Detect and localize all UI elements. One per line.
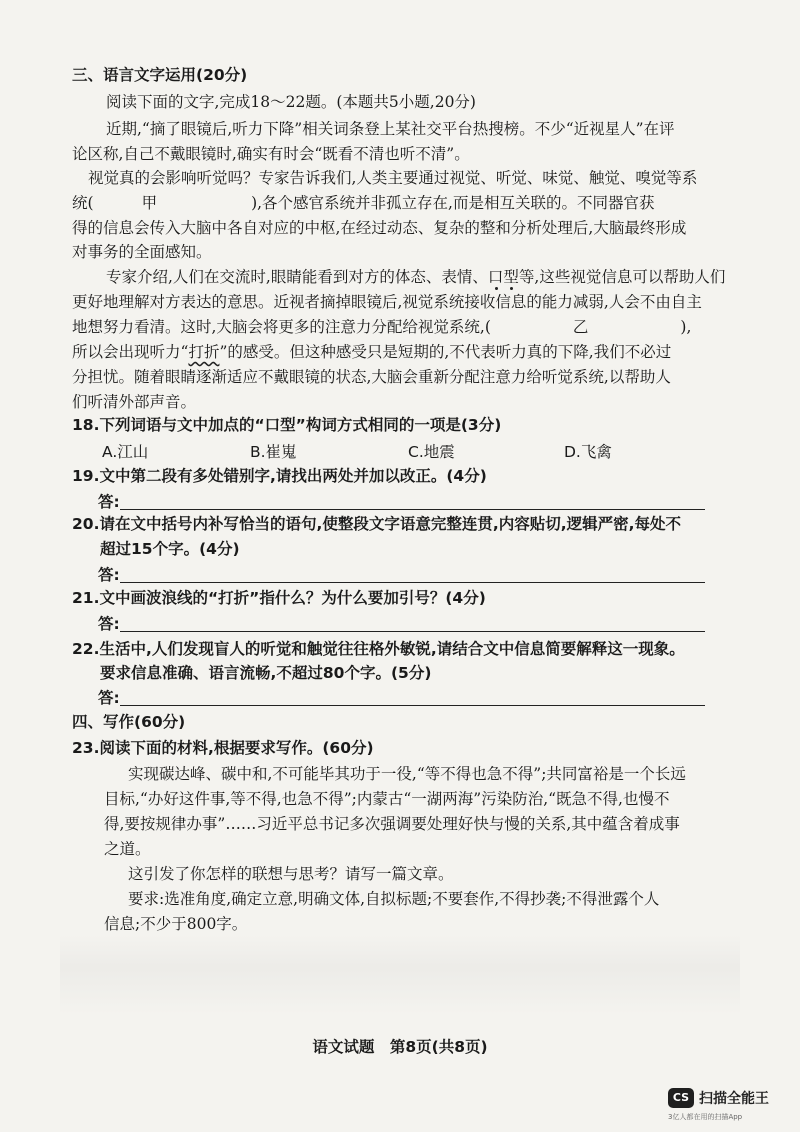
answer-label: 答: <box>98 493 120 511</box>
answer-label: 答: <box>98 566 120 584</box>
option-c: C.地震 <box>408 443 455 461</box>
passage-line: 地想努力看清。这时,大脑会将更多的注意力分配给视觉系统,( 乙 ), <box>72 318 692 336</box>
answer-label: 答: <box>98 689 120 707</box>
question-18-options <box>102 440 702 462</box>
passage-line: 所以会出现听力“打折”的感受。但这种感受只是短期的,不代表听力真的下降,我们不必过 <box>72 343 672 361</box>
blank-yi-label: 乙 <box>572 318 589 336</box>
section3-heading: 三、语言文字运用(20分) <box>72 66 248 84</box>
passage-line: 得的信息会传入大脑中各自对应的中枢,在经过动态、复杂的整和分析处理后,大脑最终形成 <box>72 219 687 237</box>
section3-instruction: 阅读下面的文字,完成18～22题。(本题共5小题,20分) <box>106 93 476 111</box>
answer-line <box>120 705 705 706</box>
question-20-stem-cont: 超过15个字。(4分) <box>100 540 240 558</box>
option-d: D.飞禽 <box>564 443 612 461</box>
page-footer: 语文试题 第8页(共8页) <box>312 1038 488 1056</box>
answer-line <box>120 582 705 583</box>
passage-line: 论区称,自己不戴眼镜时,确实有时会“既看不清也听不清”。 <box>72 145 470 163</box>
passage-line <box>72 192 740 214</box>
passage-line: 更好地理解对方表达的意思。近视者摘掉眼镜后,视觉系统接收信息的能力减弱,人会不由自主 <box>72 293 702 311</box>
passage-line: 近期,“摘了眼镜后,听力下降”相关词条登上某社交平台热搜榜。不少“近视星人”在评 <box>106 120 675 138</box>
section4-heading: 四、写作(60分) <box>72 713 186 731</box>
material-line: 得,要按规律办事”……习近平总书记多次强调要处理好快与慢的关系,其中蕴含着成事 <box>104 815 680 833</box>
answer-line <box>120 509 705 510</box>
writing-requirement: 要求:选准角度,确定立意,明确文体,自拟标题;不要套作,不得抄袭;不得泄露个人 <box>128 890 660 908</box>
writing-requirement-cont: 信息;不少于800字。 <box>104 915 248 933</box>
question-22-stem: 22.生活中,人们发现盲人的听觉和触觉往往格外敏锐,请结合文中信息简要解释这一现象。 <box>72 640 685 658</box>
question-23-stem: 23.阅读下面的材料,根据要求写作。(60分) <box>72 739 374 757</box>
question-22-stem-cont: 要求信息准确、语言流畅,不超过80个字。(5分) <box>100 664 432 682</box>
answer-label: 答: <box>98 615 120 633</box>
question-19-stem: 19.文中第二段有多处错别字,请找出两处并加以改正。(4分) <box>72 467 487 485</box>
blank-jia-label: 甲 <box>141 194 158 212</box>
question-18-stem: 18.下列词语与文中加点的“口型”构词方式相同的一项是(3分) <box>72 416 502 434</box>
option-b: B.崔嵬 <box>250 443 297 461</box>
scanner-tagline: 3亿人都在用的扫描App <box>668 1113 743 1121</box>
emphasis-dot-char: 型 <box>503 268 519 286</box>
question-20-stem: 20.请在文中括号内补写恰当的语句,使整段文字语意完整连贯,内容贴切,逻辑严密,每处不 <box>72 515 682 533</box>
passage-line: 们听清外部声音。 <box>72 393 197 411</box>
material-line: 之道。 <box>104 840 151 858</box>
passage-line: 视觉真的会影响听觉吗？专家告诉我们,人类主要通过视觉、听觉、味觉、触觉、嗅觉等系 <box>88 169 698 187</box>
scanner-logo-icon: CS <box>668 1088 694 1108</box>
question-21-stem: 21.文中画波浪线的“打折”指什么？为什么要加引号？(4分) <box>72 589 486 607</box>
wavy-underlined-text: 打折 <box>188 343 220 361</box>
material-line: 目标,“办好这件事,等不得,也急不得”;内蒙古“一湖两海”污染防治,“既急不得,也慢不 <box>104 790 670 808</box>
passage-line: 对事务的全面感知。 <box>72 243 212 261</box>
writing-prompt: 这引发了你怎样的联想与思考？请写一篇文章。 <box>128 865 454 883</box>
passage-line: 分担忧。随着眼睛逐渐适应不戴眼镜的状态,大脑会重新分配注意力给听觉系统,以帮助人 <box>72 368 671 386</box>
blank-open: 统( <box>72 194 94 212</box>
scanner-watermark <box>668 1085 788 1125</box>
scanner-app-name: 扫描全能王 <box>699 1091 769 1107</box>
material-line: 实现碳达峰、碳中和,不可能毕其功于一役,“等不得也急不得”;共同富裕是一个长远 <box>128 765 686 783</box>
blank-close: ),各个感官系统并非孤立存在,而是相互关联的。不同器官获 <box>251 194 655 212</box>
bleed-through-shading <box>60 935 740 1015</box>
option-a: A.江山 <box>102 443 149 461</box>
passage-line: 专家介绍,人们在交流时,眼睛能看到对方的体态、表情、口型等,这些视觉信息可以帮助人们 <box>106 268 726 286</box>
emphasis-dot-char: 口 <box>487 268 504 286</box>
answer-line <box>120 631 705 632</box>
